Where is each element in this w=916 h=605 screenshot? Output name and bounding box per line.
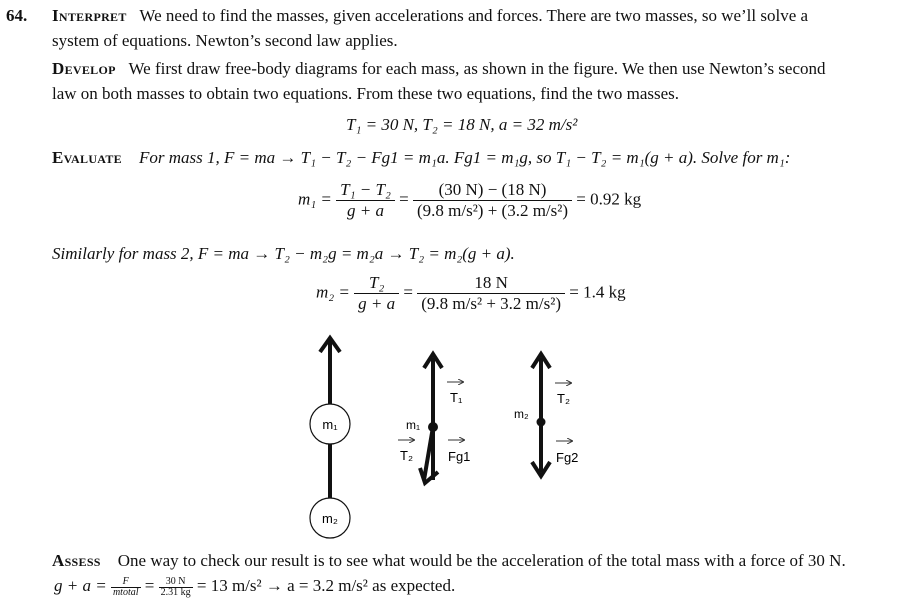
- interpret-line-1: [52, 6, 808, 26]
- assess-lhs: g + a =: [54, 576, 107, 595]
- fbd2-mass-point: [537, 418, 546, 427]
- develop-givens: T₁ = 30 N, T₂ = 18 N, a = 32 m/s²: [346, 115, 578, 134]
- system-diagram: [310, 338, 350, 538]
- fbd1-mass-label: m₁: [406, 418, 421, 432]
- evaluate-heading: Evaluate: [52, 148, 122, 167]
- assess-fraction-numeric: [159, 577, 193, 598]
- evaluate-line-2: Similarly for mass 2, F = ma → T₂ − m₂g = m₂a → T₂ = m₂(g + a).: [52, 244, 515, 263]
- assess-f2-denominator: 2.31 kg: [160, 586, 191, 598]
- eq2-equals: =: [403, 282, 413, 302]
- assess-fraction-symbolic: [111, 577, 141, 598]
- interpret-text-2: system of equations. Newton’s second law applies.: [52, 31, 398, 50]
- eq2-lhs: m₂ =: [316, 282, 350, 302]
- assess-result: = 13 m/s² → a = 3.2 m/s²: [196, 576, 368, 595]
- interpret-text-1: We need to find the masses, given accelerations and forces. There are two masses, so we’ll solve a: [139, 6, 809, 25]
- eq2-fraction-numeric: [417, 273, 565, 314]
- fbd1-mass-point: [428, 422, 438, 432]
- assess-line-1: [52, 551, 846, 571]
- eq1-fraction-symbolic: [336, 180, 395, 221]
- eq2-fraction-symbolic: [354, 273, 399, 314]
- fbd1-t1-label: T₁: [450, 390, 463, 405]
- eq2-result: = 1.4 kg: [569, 282, 626, 302]
- develop-text-2: law on both masses to obtain two equations. From these two equations, find the two masses.: [52, 84, 680, 103]
- evaluate-text-2: [52, 244, 515, 264]
- assess-f1-numerator: F: [111, 577, 141, 588]
- eq1-result: = 0.92 kg: [576, 189, 642, 209]
- assess-f2-numerator: 30 N: [159, 577, 193, 588]
- eq1-equals: =: [399, 189, 409, 209]
- free-body-figure: [0, 330, 916, 545]
- develop-line-1: [52, 59, 826, 79]
- fbd-mass-1: [398, 354, 470, 483]
- eq1-lhs: m₁ =: [298, 189, 332, 209]
- fbd1-down-arrowhead: [420, 468, 438, 483]
- eq1-f2-numerator: (30 N) − (18 N): [413, 180, 572, 201]
- mass-1-label: m₁: [322, 417, 338, 432]
- assess-equals: =: [144, 576, 155, 595]
- equation-m2: [316, 273, 626, 314]
- eq1-f1-numerator: T₁ − T₂: [336, 180, 395, 201]
- evaluate-line-1: [52, 148, 790, 168]
- eq1-f1-denominator: g + a: [347, 201, 385, 220]
- fbd-mass-2: [514, 354, 578, 476]
- assess-f1-denominator: mtotal: [112, 586, 139, 598]
- eq1-f2-denominator: (9.8 m/s²) + (3.2 m/s²): [416, 201, 569, 220]
- eq2-f2-denominator: (9.8 m/s² + 3.2 m/s²): [421, 294, 561, 313]
- problem-number: 64.: [6, 6, 28, 25]
- develop-heading: Develop: [52, 59, 116, 78]
- assess-heading: Assess: [52, 551, 101, 570]
- interpret-heading: Interpret: [52, 6, 127, 25]
- assess-tail: as expected.: [372, 576, 456, 595]
- eq1-fraction-numeric: [413, 180, 572, 221]
- fbd2-fg-label: Fg2: [556, 450, 579, 465]
- assess-text-1: One way to check our result is to see what would be the acceleration of the total mass with a force of 30 N.: [117, 551, 846, 570]
- equation-m1: [298, 180, 641, 221]
- eq2-f1-numerator: T₂: [354, 273, 399, 294]
- fbd1-fg-label: Fg1: [448, 449, 471, 464]
- mass-2-label: m₂: [322, 511, 338, 526]
- assess-equation: [54, 576, 455, 598]
- evaluate-text-1: For mass 1, F = ma → T₁ − T₂ − Fg1 = m₁a. Fg1 = m₁g, so T₁ − T₂ = m₁(g + a). Solve for m₁:: [138, 148, 791, 167]
- eq2-f2-numerator: 18 N: [417, 273, 565, 294]
- eq2-f1-denominator: g + a: [358, 294, 396, 313]
- develop-text-1: We first draw free-body diagrams for each mass, as shown in the figure. We then use Newton’s second: [128, 59, 826, 78]
- fbd2-mass-label: m₂: [514, 407, 529, 421]
- fbd2-t2-label: T₂: [557, 391, 570, 406]
- fbd1-t2-label: T₂: [400, 448, 413, 463]
